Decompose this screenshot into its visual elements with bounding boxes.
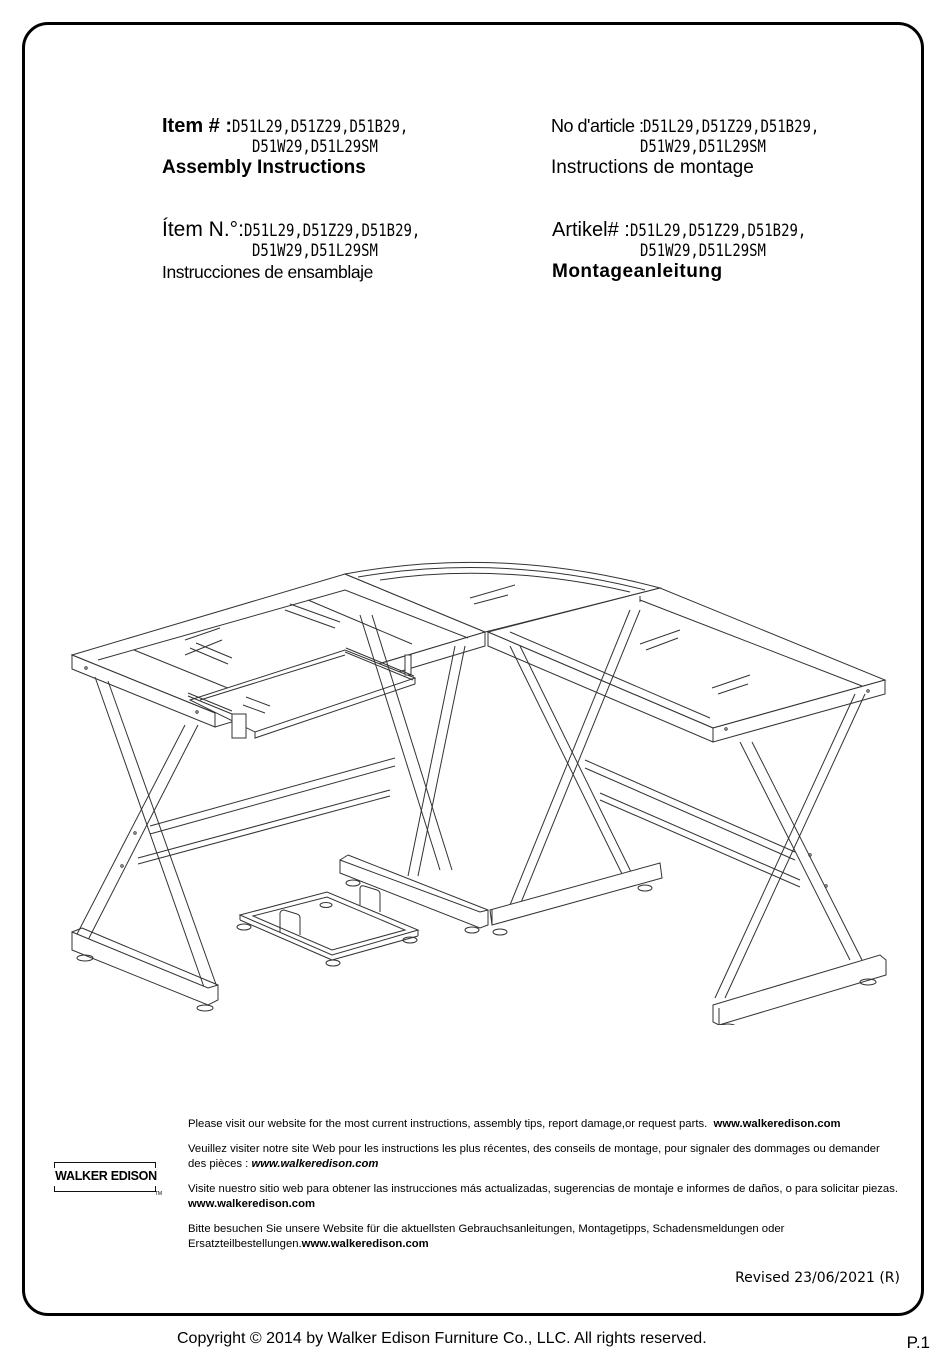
desk-illustration	[60, 545, 910, 1025]
brand-name: WALKER EDISON	[48, 1169, 164, 1184]
left-legs	[72, 677, 218, 1011]
note-en: Please visit our website for the most current instructions, assembly tips, report damage,or request parts. www.walkeredison.com	[188, 1118, 841, 1130]
item-label: Ítem N.°:	[162, 218, 244, 241]
item-codes-line2: D51W29,D51L29SM	[252, 137, 378, 157]
item-label: Item # :	[162, 115, 233, 137]
right-legs	[713, 694, 886, 1025]
note-de: Bitte besuchen Sie unsere Website für die aktuellsten Gebrauchsanleitungen, Montagetipps, Schadensmeldungen oder Ersatzteilbestellungen.www.walkeredison.com	[188, 1223, 785, 1250]
cpu-stand	[237, 886, 418, 966]
item-codes-line1: D51L29,D51Z29,D51B29,	[629, 221, 807, 241]
website-notes	[188, 1117, 900, 1262]
note-es: Visite nuestro sitio web para obtener las instrucciones más actualizadas, sugerencias de montaje e informes de daños, o para solicitar piezas. www.walkeredison.com	[188, 1183, 898, 1210]
header-fr	[551, 115, 858, 179]
note-fr: Veuillez visiter notre site Web pour les instructions les plus récentes, des conseils de montage, pour signaler des dommages ou demander des pièces : www.walkeredison.com	[188, 1143, 880, 1170]
item-label: Artikel# :	[552, 219, 630, 241]
copyright-notice: Copyright © 2014 by Walker Edison Furniture Co., LLC. All rights reserved.	[177, 1330, 707, 1347]
walker-edison-logo	[48, 1162, 164, 1197]
website-link[interactable]: www.walkeredison.com	[301, 1238, 429, 1250]
website-link[interactable]: www.walkeredison.com	[251, 1158, 379, 1170]
header-title: Instructions de montage	[551, 157, 754, 178]
left-crossbars	[138, 758, 395, 864]
item-label: No d'article :	[551, 116, 644, 136]
brand-trademark: TM	[154, 1191, 162, 1197]
header-en	[162, 115, 447, 179]
website-link[interactable]: www.walkeredison.com	[713, 1118, 841, 1130]
revision-date: Revised 23/06/2021 (R)	[735, 1270, 900, 1286]
header-es	[162, 219, 459, 283]
header-title: Assembly Instructions	[162, 157, 366, 178]
page-number: P.1	[906, 1333, 930, 1352]
item-codes-line2: D51W29,D51L29SM	[640, 137, 766, 157]
item-codes-line1: D51L29,D51Z29,D51B29,	[243, 221, 421, 241]
item-codes-line1: D51L29,D51Z29,D51B29,	[232, 117, 409, 137]
header-de	[552, 219, 845, 283]
item-codes-line2: D51W29,D51L29SM	[252, 241, 378, 261]
header-title: Montageanleitung	[552, 261, 723, 282]
website-link[interactable]: www.walkeredison.com	[188, 1198, 316, 1210]
item-codes-line2: D51W29,D51L29SM	[640, 241, 766, 261]
right-crossbars	[585, 760, 800, 887]
header-title: Instrucciones de ensamblaje	[162, 262, 373, 282]
item-codes-line1: D51L29,D51Z29,D51B29,	[643, 117, 820, 137]
